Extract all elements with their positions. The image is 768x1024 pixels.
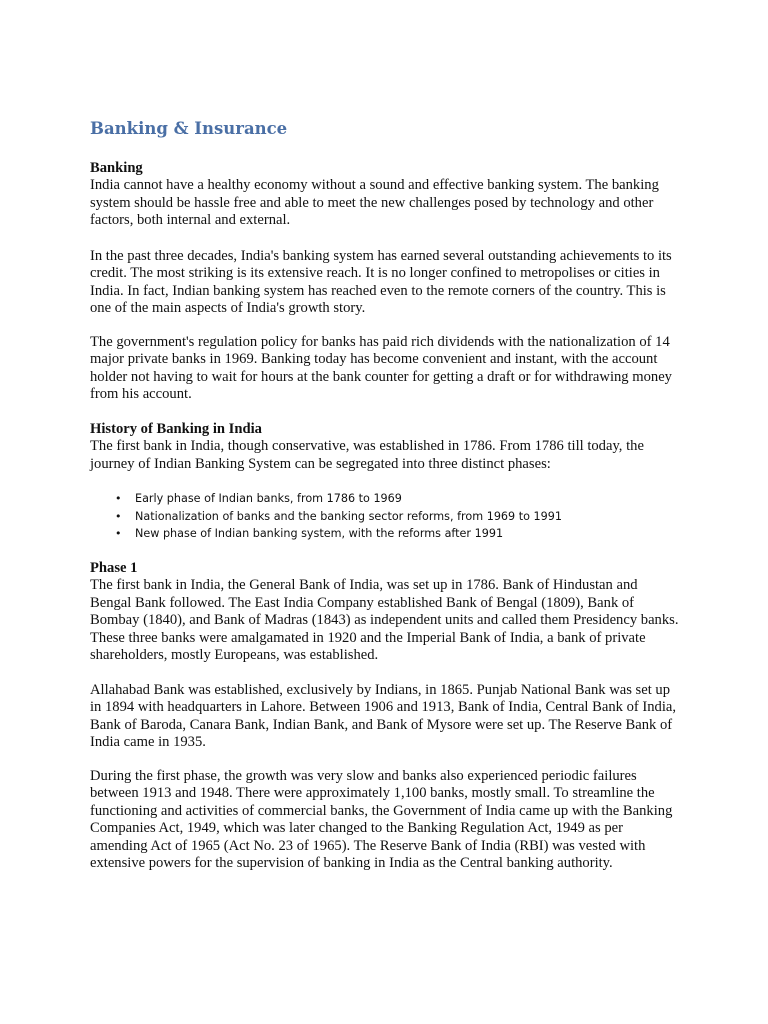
phases-list (90, 490, 562, 543)
banking-paragraph-3: The government's regulation policy for banks has paid rich dividends with the nationalization of 14 major private banks in 1969. Banking today has become convenient and instant, with the account holder not having to wait for hours at the bank counter for getting a draft or for withdrawing money from his account. (90, 334, 672, 403)
phase-item-label: Early phase of Indian banks, from 1786 to 1969 (135, 492, 402, 505)
phase1-section (90, 560, 680, 664)
banking-section (90, 160, 680, 230)
phase1-paragraph-1: The first bank in India, the General Bank of India, was set up in 1786. Bank of Hindustan and Bengal Bank followed. The East India Company established Bank of Bengal (1809), Bank of Bombay (1840), and Bank of Madras (1843) as independent units and called them Presidency banks. These three banks were amalgamated in 1920 and the Imperial Bank of India, a bank of private shareholders, mostly Europeans, was established. (90, 577, 679, 664)
phase-item-label: New phase of Indian banking system, with the reforms after 1991 (135, 527, 504, 541)
list-item (90, 490, 562, 508)
banking-heading: Banking (90, 160, 143, 176)
bullet-icon: • (115, 509, 122, 523)
phase1-paragraph-2: Allahabad Bank was established, exclusively by Indians, in 1865. Punjab National Bank was set up in 1894 with headquarters in Lahore. Between 1906 and 1913, Bank of India, Central Bank of India, Bank of Baroda, Canara Bank, Indian Bank, and Bank of Mysore were set up. The Reserve Bank of India came in 1935. (90, 682, 677, 751)
list-item (90, 525, 562, 543)
document-title: Banking & Insurance (90, 119, 288, 138)
phase1-paragraph-2-block (90, 682, 680, 752)
history-section (90, 421, 680, 473)
bullet-icon: • (115, 492, 122, 505)
banking-paragraph-2: In the past three decades, India's banking system has earned several outstanding achievements to its credit. The most striking is its extensive reach. It is no longer confined to metropolises or cities in India. In fact, Indian banking system has reached even to the remote corners of the country. This is one of the main aspects of India's growth story. (90, 248, 672, 317)
banking-paragraph-1: India cannot have a healthy economy without a sound and effective banking system. The banking system should be hassle free and able to meet the new challenges posed by technology and other factors, both internal and external. (90, 177, 659, 229)
banking-paragraph-3-block (90, 334, 680, 404)
phase1-heading: Phase 1 (90, 560, 138, 576)
phase1-paragraph-3: During the first phase, the growth was very slow and banks also experienced periodic failures between 1913 and 1948. There were approximately 1,100 banks, mostly small. To streamline the functioning and activities of commercial banks, the Government of India came up with the Banking Companies Act, 1949, which was later changed to the Banking Regulation Act, 1949 as per amending Act of 1965 (Act No. 23 of 1965). The Reserve Bank of India (RBI) was vested with extensive powers for the supervision of banking in India as the Central banking authority. (90, 768, 673, 872)
history-intro: The first bank in India, though conservative, was established in 1786. From 1786 till today, the journey of Indian Banking System can be segregated into three distinct phases: (90, 438, 644, 472)
phase-item-label: Nationalization of banks and the banking sector reforms, from 1969 to 1991 (135, 509, 562, 523)
phase1-paragraph-3-block (90, 768, 680, 872)
history-heading: History of Banking in India (90, 421, 262, 437)
banking-paragraph-2-block (90, 248, 680, 318)
bullet-icon: • (115, 527, 122, 541)
list-item (90, 508, 562, 526)
